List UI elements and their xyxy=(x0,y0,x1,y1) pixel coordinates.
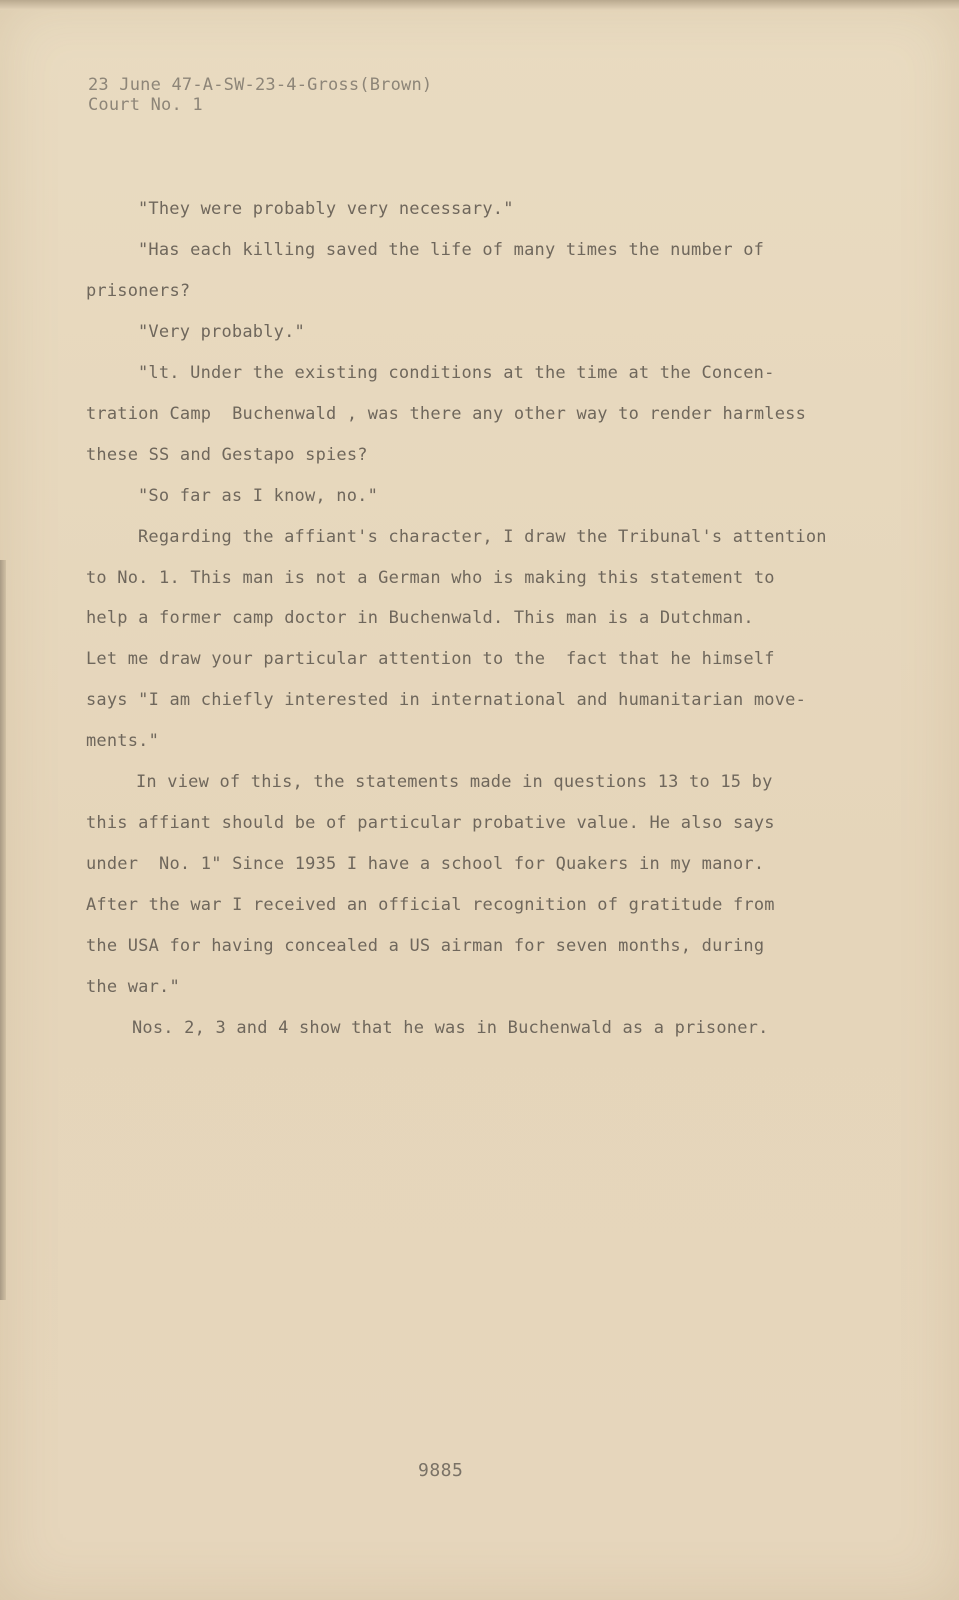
body-line: "lt. Under the existing conditions at the time at the Concen- xyxy=(138,363,775,383)
body-line: Regarding the affiant's character, I draw the Tribunal's attention xyxy=(138,527,827,547)
body-line: the war." xyxy=(86,977,180,997)
body-line: prisoners? xyxy=(86,281,191,301)
page-top-edge xyxy=(0,0,959,10)
body-line: Let me draw your particular attention to the fact that he himself xyxy=(86,649,775,669)
body-line: under No. 1" Since 1935 I have a school for Quakers in my manor. xyxy=(86,854,765,874)
body-line: these SS and Gestapo spies? xyxy=(86,445,368,465)
body-line: "Has each killing saved the life of many times the number of xyxy=(138,240,765,260)
page-left-binding-edge xyxy=(0,560,6,1300)
header-court-number: Court No. 1 xyxy=(88,95,203,115)
body-line: ments." xyxy=(86,731,160,751)
body-line: In view of this, the statements made in questions 13 to 15 by xyxy=(136,772,773,792)
body-line: this affiant should be of particular probative value. He also says xyxy=(86,813,775,833)
body-line: "So far as I know, no." xyxy=(138,486,379,506)
body-line: to No. 1. This man is not a German who is making this statement to xyxy=(86,568,775,588)
body-line: After the war I received an official recognition of gratitude from xyxy=(86,895,775,915)
header-case-reference: 23 June 47-A-SW-23-4-Gross(Brown) xyxy=(88,75,433,95)
body-line: says "I am chiefly interested in international and humanitarian move- xyxy=(86,690,807,710)
page-number: 9885 xyxy=(418,1460,464,1481)
body-line: "Very probably." xyxy=(138,322,305,342)
body-line: help a former camp doctor in Buchenwald. This man is a Dutchman. xyxy=(86,608,754,628)
body-line: Nos. 2, 3 and 4 show that he was in Buchenwald as a prisoner. xyxy=(132,1018,769,1038)
body-line: the USA for having concealed a US airman for seven months, during xyxy=(86,936,765,956)
body-line: tration Camp Buchenwald , was there any other way to render harmless xyxy=(86,404,807,424)
body-line: "They were probably very necessary." xyxy=(138,199,514,219)
